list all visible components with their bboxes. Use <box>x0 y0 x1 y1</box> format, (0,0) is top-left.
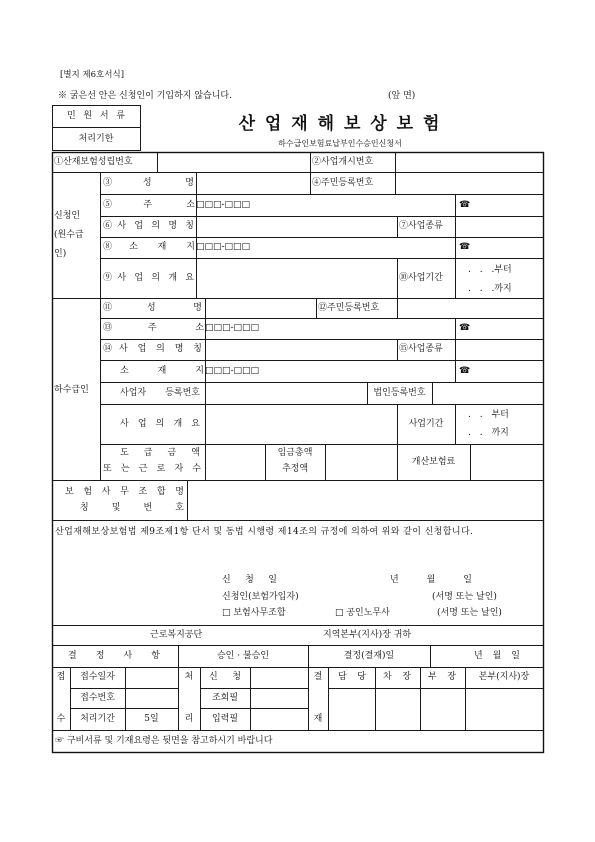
applicant-location-field[interactable] <box>245 238 454 257</box>
contract-amount-field[interactable] <box>206 445 264 479</box>
subcontractor-period-to: . . 까지 <box>468 428 509 438</box>
applicant-business-name-field[interactable] <box>197 217 396 236</box>
approval-role-director: 본부(지사)장 <box>478 672 530 682</box>
subcontractor-phone-field[interactable] <box>470 319 542 338</box>
phone-icon: ☎ <box>459 200 471 210</box>
wage-total-field[interactable] <box>326 445 396 479</box>
labor-attorney-checkbox-option[interactable]: □ 공인노무사 <box>335 608 390 618</box>
applicant-business-summary-label: ⑨사 업 의 개 요 <box>103 273 194 283</box>
approval-role-manager: 부 장 <box>428 672 456 682</box>
form-reference: [별지 제6호서식] <box>60 70 125 80</box>
subcontractor-period-label: 사업기간 <box>408 419 444 429</box>
applicant-period-label: ⑩사업기간 <box>399 273 443 283</box>
contract-amount-label: 도 급 금 액 <box>120 448 200 458</box>
wage-total-label: 임금총액 <box>277 448 313 458</box>
subcontractor-rrn-label: ⑫주민등록번호 <box>318 303 380 313</box>
applicant-name-field[interactable] <box>197 173 309 193</box>
applicant-section-label-line: 신청인 <box>54 211 81 221</box>
page-title: 산 업 재 해 보 상 보 험 <box>238 114 442 134</box>
processing-application-label: 신 청 <box>209 672 241 682</box>
subcontractor-period-from: . . 부터 <box>468 410 509 420</box>
decision-label: 결 정 사 항 <box>68 651 160 661</box>
registration-number-field[interactable] <box>158 153 309 171</box>
processing-period-value: 5일 <box>144 714 159 724</box>
applicant-section-label-line: 인) <box>54 249 67 259</box>
processing-deadline-label: 처리기한 <box>78 134 114 144</box>
estimated-premium-label: 개산보험료 <box>411 457 456 467</box>
processing-input-label: 입력필 <box>211 714 239 724</box>
approval-role-staff: 담 당 <box>338 672 366 682</box>
subcontractor-business-name-field[interactable] <box>206 340 396 359</box>
insurance-agency-label: 보 험 사 무 조 합 명 <box>65 487 184 497</box>
decision-date-label: 결정(결재)일 <box>343 651 395 661</box>
estimated-premium-field[interactable] <box>471 445 542 479</box>
receipt-date-label: 접수일자 <box>80 672 115 682</box>
receipt-vertical-label: 접 <box>56 672 66 682</box>
subcontractor-location-label: 소 재 지 <box>120 366 204 376</box>
approval-role-deputy: 차 장 <box>383 672 411 682</box>
applicant-business-summary-field[interactable] <box>197 259 396 297</box>
subcontractor-corporate-registration-field[interactable] <box>433 383 542 403</box>
declaration-statement: 산업재해보상보험법 제9조제1항 단서 및 동법 시행령 제14조의 규정에 의하여 위와 같이 신청합니다. <box>55 527 474 537</box>
applicant-address-field[interactable] <box>245 195 454 215</box>
footer-note: ☞ 구비서류 및 기재요령은 뒷면을 참고하시기 바랍니다 <box>55 736 273 746</box>
applicant-signature-note[interactable]: (서명 또는 날인) <box>432 592 497 602</box>
insurance-agency-field[interactable] <box>188 481 542 519</box>
applicant-phone-field[interactable] <box>470 195 542 215</box>
corporate-registration-label: 법인등록번호 <box>373 388 426 398</box>
worker-count-label: 또 는 근 로 자 수 <box>103 464 201 474</box>
decision-date-value: 년 월 일 <box>474 651 520 661</box>
receipt-vertical-label: 수 <box>56 714 66 724</box>
subcontractor-name-label: ⑪성 명 <box>103 303 202 313</box>
application-date-value[interactable]: 년 월 일 <box>390 575 472 585</box>
applicant-rrn-field[interactable] <box>396 173 542 193</box>
business-start-number-label: ②사업개시번호 <box>312 157 374 167</box>
page-subtitle: 하수급인보험료납부인수승인신청서 <box>278 139 402 148</box>
subcontractor-business-registration-field[interactable] <box>206 383 366 403</box>
registration-number-label: ①산재보험성립번호 <box>54 157 133 167</box>
subcontractor-business-type-label: ⑮사업종류 <box>399 344 443 354</box>
agent-signature-note[interactable]: (서명 또는 날인) <box>437 608 502 618</box>
receipt-number-label: 접수번호 <box>80 693 115 703</box>
insurance-agency-label-line2: 칭 및 번 호 <box>80 503 184 513</box>
notice-text: ※ 굵은선 안은 신청인이 기입하지 않습니다. <box>58 91 232 101</box>
civil-document-label: 민 원 서 류 <box>67 111 125 121</box>
subcontractor-rrn-field[interactable] <box>398 299 542 317</box>
applicant-name-label: ③성 명 <box>103 178 194 188</box>
business-start-number-field[interactable] <box>396 153 542 171</box>
postcode-boxes: □□□-□□□ <box>196 200 251 210</box>
subcontractor-section-label: 하수급인 <box>54 385 89 395</box>
applicant-period-from: . . .부터 <box>468 265 512 275</box>
phone-icon: ☎ <box>459 366 471 376</box>
decision-options: 승인 · 불승인 <box>216 651 270 661</box>
approval-vertical-label: 결 <box>313 672 323 682</box>
agency-checkbox-option[interactable]: □ 보험사무조합 <box>222 608 286 618</box>
addressee-organization: 근로복지공단 <box>150 630 203 640</box>
applicant-business-name-label: ⑥사 업 의 명 칭 <box>103 221 194 231</box>
applicant-section-label <box>54 207 84 264</box>
addressee-recipient: 지역본부(지사)장 귀하 <box>323 630 412 640</box>
subcontractor-business-summary-label: 사 업 의 개 요 <box>120 419 200 429</box>
postcode-boxes: □□□-□□□ <box>205 323 260 333</box>
applicant-business-type-field[interactable] <box>456 217 542 236</box>
phone-icon: ☎ <box>459 323 471 333</box>
subcontractor-location-field[interactable] <box>254 361 454 381</box>
application-date-label: 신 청 일 <box>222 575 277 585</box>
wage-estimate-label: 추정액 <box>281 464 309 474</box>
processing-vertical-label: 처 <box>184 672 194 682</box>
subcontractor-business-name-label: ⑭사 업 의 명 칭 <box>103 344 202 354</box>
applicant-signature-label: 신청인(보험가입자) <box>222 592 299 602</box>
subcontractor-address-label: ⑬주 소 <box>103 323 204 333</box>
page-side-label: (앞 면) <box>388 91 416 101</box>
processing-period-label: 처리기간 <box>80 714 115 724</box>
applicant-section-label-line: (원수급 <box>54 230 84 240</box>
subcontractor-business-type-field[interactable] <box>456 340 542 359</box>
subcontractor-address-field[interactable] <box>254 319 454 338</box>
subcontractor-name-field[interactable] <box>206 299 315 317</box>
applicant-location-phone-field[interactable] <box>470 238 542 257</box>
applicant-period-to: . . .까지 <box>468 284 512 294</box>
postcode-boxes: □□□-□□□ <box>205 366 260 376</box>
business-registration-label: 사업자 등록번호 <box>120 388 200 398</box>
processing-vertical-label: 리 <box>184 714 194 724</box>
postcode-boxes: □□□-□□□ <box>196 242 251 252</box>
subcontractor-location-phone-field[interactable] <box>470 361 542 381</box>
subcontractor-business-summary-field[interactable] <box>206 405 396 443</box>
processing-inquiry-label: 조회필 <box>211 693 239 703</box>
phone-icon: ☎ <box>459 242 471 252</box>
applicant-address-label: ⑤주 소 <box>103 200 195 210</box>
approval-vertical-label: 재 <box>313 714 323 724</box>
applicant-rrn-label: ④주민등록번호 <box>312 178 374 188</box>
applicant-location-label: ⑧소 재 지 <box>103 242 195 252</box>
applicant-business-type-label: ⑦사업종류 <box>399 221 443 231</box>
